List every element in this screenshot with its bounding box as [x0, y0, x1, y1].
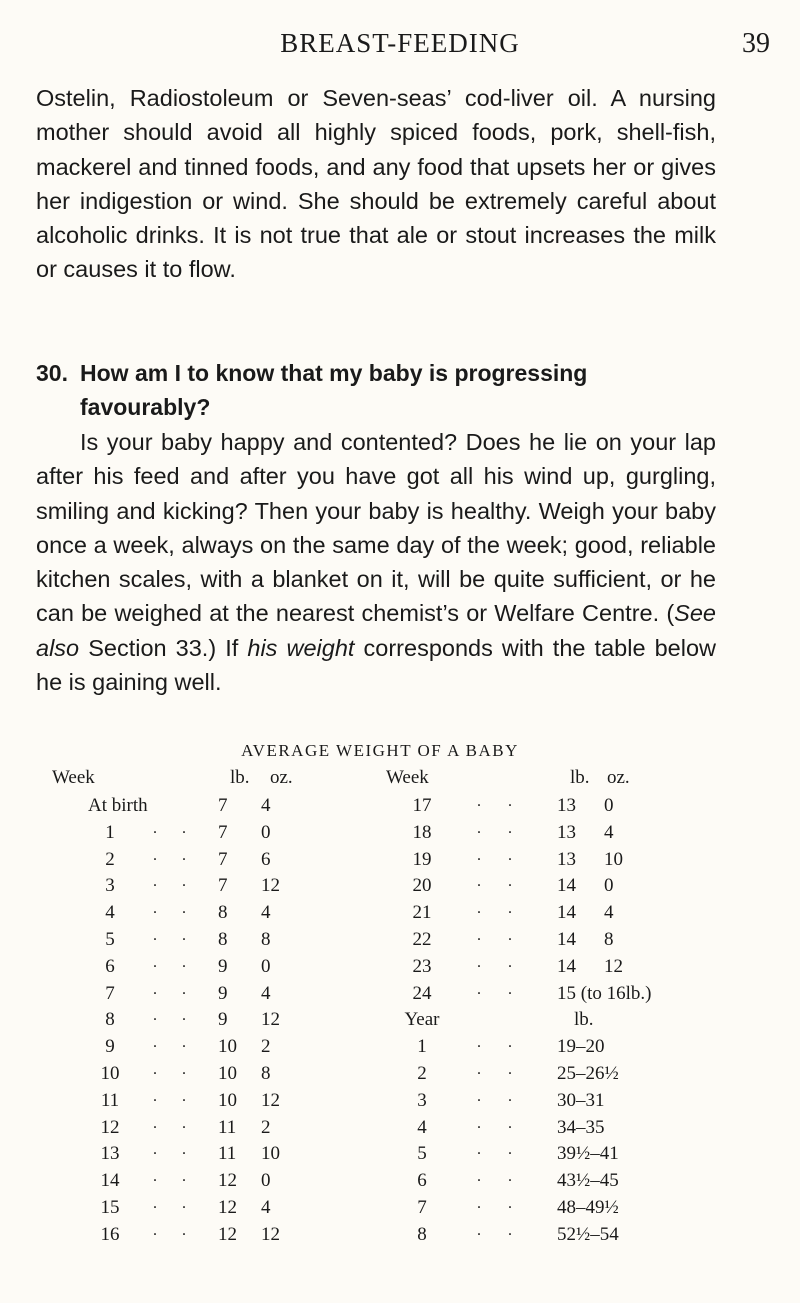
right-lb-cell: 14 — [557, 929, 576, 950]
right-year-cell: 1 — [417, 1036, 427, 1058]
left-row-leader-dot: . — [182, 846, 186, 864]
right-year-cell: 4 — [417, 1116, 427, 1138]
left-lb-header: lb. — [230, 767, 250, 788]
right-lb-cell: 13 — [557, 848, 576, 870]
left-row-leader-dot: . — [182, 1221, 186, 1239]
right-year-row-leader-dot: . — [508, 1168, 512, 1186]
left-week-cell: 7 — [105, 982, 115, 1004]
left-oz-cell: 12 — [261, 1223, 280, 1245]
right-oz-cell: 4 — [604, 821, 614, 843]
right-year-cell: 6 — [417, 1170, 427, 1192]
right-row-leader-dot: . — [508, 873, 512, 891]
left-week-cell: At birth — [88, 795, 148, 816]
left-lb-cell: 7 — [218, 821, 228, 843]
left-row-leader-dot: . — [153, 1221, 157, 1239]
left-row-leader-dot: . — [182, 980, 186, 998]
right-lb-range-cell: 30–31 — [557, 1089, 605, 1111]
running-head: BREAST-FEEDING — [280, 28, 520, 58]
left-row-leader-dot: . — [182, 1195, 186, 1212]
right-row-leader-dot: . — [508, 900, 512, 918]
left-week-cell: 10 — [100, 1063, 120, 1084]
left-lb-cell: 7 — [218, 875, 228, 897]
left-row-leader-dot: . — [182, 953, 186, 971]
right-lb-range-cell: 43½–45 — [557, 1170, 619, 1192]
left-week-cell: 8 — [105, 1009, 115, 1031]
right-year-row-leader-dot: . — [477, 1221, 481, 1239]
left-lb-cell: 11 — [218, 1116, 237, 1138]
right-oz-cell: 8 — [604, 929, 614, 950]
left-week-cell: 2 — [105, 848, 115, 870]
left-week-header: Week — [52, 767, 95, 788]
left-oz-cell: 0 — [261, 955, 271, 977]
right-week-cell: 21 — [412, 902, 432, 924]
left-lb-cell: 8 — [218, 902, 228, 924]
left-lb-cell: 10 — [218, 1036, 237, 1058]
right-lb-cell: 14 — [557, 955, 576, 977]
left-row-leader-dot: . — [153, 1061, 157, 1078]
left-row-leader-dot: . — [182, 1007, 186, 1025]
left-lb-cell: 9 — [218, 1009, 228, 1031]
right-year-row-leader-dot: . — [508, 1221, 512, 1239]
left-lb-cell: 12 — [218, 1170, 237, 1192]
right-lb-cell: 13 — [557, 821, 576, 843]
left-lb-cell: 7 — [218, 795, 228, 816]
right-oz-cell: 10 — [604, 848, 623, 870]
page-number: 39 — [742, 28, 770, 59]
left-oz-cell: 4 — [261, 1197, 271, 1218]
right-year-row-leader-dot: . — [477, 1061, 481, 1078]
left-oz-cell: 10 — [261, 1143, 280, 1165]
left-oz-cell: 2 — [261, 1116, 271, 1138]
right-year-cell: 7 — [417, 1197, 427, 1218]
left-row-leader-dot: . — [182, 1034, 186, 1052]
right-row-leader-dot: . — [508, 846, 512, 864]
left-oz-cell: 8 — [261, 1063, 271, 1084]
left-row-leader-dot: . — [182, 1141, 186, 1159]
left-oz-cell: 2 — [261, 1036, 271, 1058]
left-oz-cell: 4 — [261, 795, 271, 816]
left-week-cell: 15 — [100, 1197, 120, 1218]
left-row-leader-dot: . — [153, 927, 157, 944]
right-oz-cell: 0 — [604, 875, 614, 897]
right-row-leader-dot: . — [477, 900, 481, 918]
left-oz-cell: 4 — [261, 982, 271, 1004]
right-year-row-leader-dot: . — [477, 1141, 481, 1159]
left-week-cell: 11 — [100, 1089, 120, 1111]
year-header: Year — [404, 1009, 440, 1031]
right-row-leader-dot: . — [477, 846, 481, 864]
left-week-cell: 5 — [105, 929, 115, 950]
right-row-leader-dot: . — [508, 980, 512, 998]
right-lb-header: lb. — [570, 767, 590, 788]
left-row-leader-dot: . — [182, 927, 186, 944]
left-week-cell: 9 — [105, 1036, 115, 1058]
left-row-leader-dot: . — [182, 1061, 186, 1078]
left-oz-cell: 6 — [261, 848, 271, 870]
right-year-row-leader-dot: . — [508, 1034, 512, 1052]
right-lb-range-cell: 34–35 — [557, 1116, 605, 1138]
left-week-cell: 14 — [100, 1170, 120, 1192]
left-row-leader-dot: . — [182, 819, 186, 837]
his-weight-text: his weight — [247, 634, 355, 661]
left-lb-cell: 11 — [218, 1143, 237, 1165]
left-row-leader-dot: . — [153, 1141, 157, 1159]
left-week-cell: 12 — [100, 1116, 120, 1138]
left-row-leader-dot: . — [153, 846, 157, 864]
left-row-leader-dot: . — [182, 873, 186, 891]
right-year-row-leader-dot: . — [508, 1087, 512, 1105]
left-oz-header: oz. — [270, 767, 293, 788]
left-lb-cell: 9 — [218, 955, 228, 977]
left-lb-cell: 8 — [218, 929, 228, 950]
right-row-leader-dot: . — [477, 953, 481, 971]
left-oz-cell: 0 — [261, 821, 271, 843]
right-lb-cell: 14 — [557, 875, 576, 897]
left-row-leader-dot: . — [153, 1114, 157, 1132]
right-lb-cell: 15 (to 16lb.) — [557, 982, 652, 1004]
left-lb-cell: 10 — [218, 1063, 237, 1084]
see-also-text: See also — [36, 600, 716, 661]
right-row-leader-dot: . — [477, 793, 481, 810]
left-row-leader-dot: . — [153, 1007, 157, 1025]
left-row-leader-dot: . — [153, 1087, 157, 1105]
paragraph-2-part-1: Is your baby happy and contented? Does he lie on your lap after his feed and after you have got all his wind up, gurgling, smiling and kicking? Then your baby is healthy. Weigh your baby once a week, always on the same day of the week; good, reliable kitchen scales, with a blanket on it, will be quite sufficient, or he can be weighed at the nearest chemist’s or Welfare Centre. ( — [36, 429, 716, 627]
left-oz-cell: 8 — [261, 929, 271, 950]
left-row-leader-dot: . — [153, 1195, 157, 1212]
left-lb-cell: 7 — [218, 848, 228, 870]
right-row-leader-dot: . — [477, 873, 481, 891]
left-row-leader-dot: . — [153, 980, 157, 998]
right-week-cell: 22 — [412, 929, 432, 950]
right-year-cell: 5 — [417, 1143, 427, 1165]
right-week-cell: 24 — [412, 982, 432, 1004]
right-week-header: Week — [386, 767, 429, 788]
right-year-row-leader-dot: . — [508, 1141, 512, 1159]
question-heading — [36, 356, 716, 424]
paragraph-2 — [36, 425, 716, 699]
right-year-cell: 2 — [417, 1063, 427, 1084]
left-row-leader-dot: . — [153, 819, 157, 837]
right-lb-range-cell: 19–20 — [557, 1036, 605, 1058]
right-lb-range-cell: 52½–54 — [557, 1223, 619, 1245]
left-oz-cell: 0 — [261, 1170, 271, 1192]
left-row-leader-dot: . — [153, 873, 157, 891]
paragraph-1: Ostelin, Radiostoleum or Seven-seas’ cod-liver oil. A nursing mother should avoid all highly spiced foods, pork, shell-fish, mackerel and tinned foods, and any food that upsets her or gives her indigestion or wind. She should be extremely careful about alcoholic drinks. It is not true that ale or stout increases the milk or causes it to flow. — [36, 85, 716, 283]
right-week-cell: 19 — [412, 848, 432, 870]
year-unit-header: lb. — [574, 1009, 594, 1031]
left-week-cell: 1 — [105, 821, 115, 843]
question-line-1: How am I to know that my baby is progressing — [80, 360, 588, 386]
left-row-leader-dot: . — [182, 1087, 186, 1105]
right-year-row-leader-dot: . — [508, 1061, 512, 1078]
right-row-leader-dot: . — [508, 819, 512, 837]
right-week-cell: 17 — [412, 795, 432, 816]
right-year-row-leader-dot: . — [477, 1087, 481, 1105]
right-row-leader-dot: . — [508, 793, 512, 810]
left-week-cell: 3 — [105, 875, 115, 897]
paragraph-2-part-3: corresponds with the table below he is gaining well. — [36, 634, 716, 696]
right-year-row-leader-dot: . — [477, 1114, 481, 1132]
right-year-row-leader-dot: . — [477, 1195, 481, 1212]
right-week-cell: 18 — [412, 821, 432, 843]
table-title: AVERAGE WEIGHT OF A BABY — [241, 741, 519, 760]
left-oz-cell: 4 — [261, 902, 271, 924]
left-row-leader-dot: . — [153, 1168, 157, 1186]
right-lb-cell: 14 — [557, 902, 576, 924]
right-lb-cell: 13 — [557, 795, 576, 816]
right-row-leader-dot: . — [508, 953, 512, 971]
right-lb-range-cell: 25–26½ — [557, 1063, 619, 1084]
left-row-leader-dot: . — [153, 900, 157, 918]
left-week-cell: 6 — [105, 955, 115, 977]
left-lb-cell: 12 — [218, 1197, 237, 1218]
left-row-leader-dot: . — [182, 1114, 186, 1132]
right-year-row-leader-dot: . — [477, 1034, 481, 1052]
left-oz-cell: 12 — [261, 875, 280, 897]
right-year-row-leader-dot: . — [508, 1195, 512, 1212]
right-row-leader-dot: . — [508, 927, 512, 944]
left-row-leader-dot: . — [182, 1168, 186, 1186]
right-oz-header: oz. — [607, 767, 630, 788]
page-header — [0, 28, 800, 68]
question-line-2: favourably? — [80, 394, 211, 420]
right-row-leader-dot: . — [477, 980, 481, 998]
right-year-row-leader-dot: . — [477, 1168, 481, 1186]
right-year-cell: 3 — [417, 1089, 427, 1111]
right-week-cell: 20 — [412, 875, 432, 897]
right-year-cell: 8 — [417, 1223, 427, 1245]
left-lb-cell: 9 — [218, 982, 228, 1004]
paragraph-2-part-2: Section 33.) If — [79, 634, 248, 661]
left-oz-cell: 12 — [261, 1009, 280, 1031]
right-week-cell: 23 — [412, 955, 432, 977]
left-lb-cell: 10 — [218, 1089, 237, 1111]
right-row-leader-dot: . — [477, 819, 481, 837]
right-year-row-leader-dot: . — [508, 1114, 512, 1132]
right-oz-cell: 4 — [604, 902, 614, 924]
question-number: 30. — [36, 360, 68, 386]
right-oz-cell: 12 — [604, 955, 623, 977]
right-oz-cell: 0 — [604, 795, 614, 816]
right-lb-range-cell: 48–49½ — [557, 1197, 619, 1218]
left-week-cell: 16 — [100, 1223, 120, 1245]
left-lb-cell: 12 — [218, 1223, 237, 1245]
left-week-cell: 13 — [100, 1143, 120, 1165]
right-row-leader-dot: . — [477, 927, 481, 944]
left-row-leader-dot: . — [182, 900, 186, 918]
left-row-leader-dot: . — [153, 953, 157, 971]
left-row-leader-dot: . — [153, 1034, 157, 1052]
right-lb-range-cell: 39½–41 — [557, 1143, 619, 1165]
left-oz-cell: 12 — [261, 1089, 280, 1111]
left-week-cell: 4 — [105, 902, 115, 924]
